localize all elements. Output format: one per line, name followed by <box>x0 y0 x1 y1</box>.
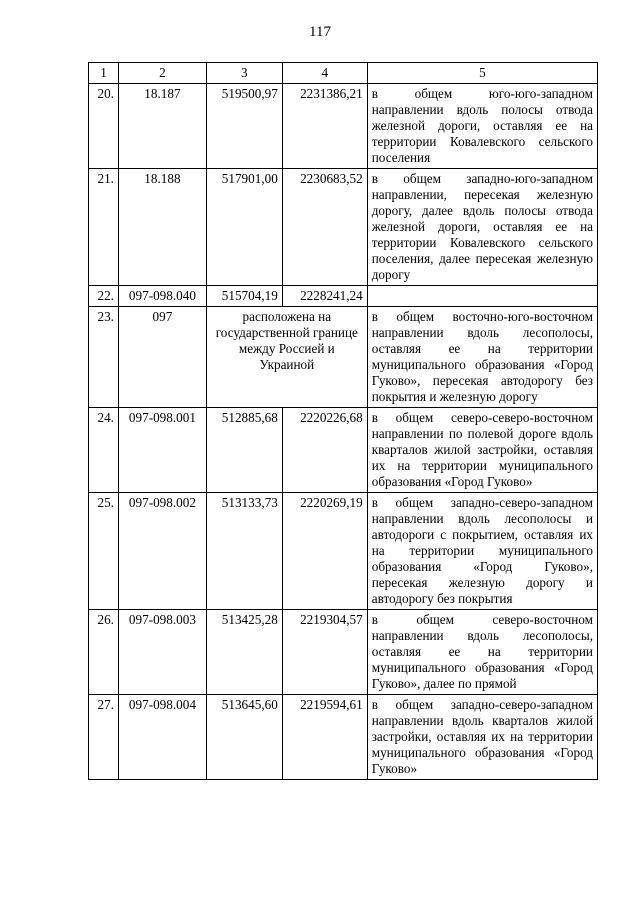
boundary-description: в общем восточно-юго-восточном направлении вдоль лесополосы, оставляя ее на территории муниципального образования «Город Гуково», пересекая автодорогу без покрытия и железную дорогу <box>367 307 597 408</box>
point-id: 097 <box>118 307 206 408</box>
boundary-description: в общем северо-северо-восточном направлении по полевой дороге вдоль кварталов жилой застройки, оставляя их на территории муниципального образования «Город Гуково» <box>367 408 597 493</box>
point-id: 18.188 <box>118 169 206 286</box>
boundary-description: в общем юго-юго-западном направлении вдоль полосы отвода железной дороги, оставляя ее на территории Ковалевского сельского поселения <box>367 84 597 169</box>
x-coordinate: 513133,73 <box>206 493 282 610</box>
row-number: 26. <box>89 610 119 695</box>
y-coordinate: 2219304,57 <box>282 610 367 695</box>
y-coordinate: 2228241,24 <box>282 286 367 307</box>
point-id: 097-098.003 <box>118 610 206 695</box>
x-coordinate: 515704,19 <box>206 286 282 307</box>
row-number: 25. <box>89 493 119 610</box>
table-row <box>89 84 598 169</box>
row-number: 20. <box>89 84 119 169</box>
page-number: 117 <box>309 24 331 40</box>
y-coordinate: 2220269,19 <box>282 493 367 610</box>
table-row <box>89 493 598 610</box>
column-header: 3 <box>206 63 282 84</box>
column-header: 4 <box>282 63 367 84</box>
x-coordinate: 512885,68 <box>206 408 282 493</box>
row-number: 22. <box>89 286 119 307</box>
y-coordinate: 2230683,52 <box>282 169 367 286</box>
y-coordinate: 2220226,68 <box>282 408 367 493</box>
x-coordinate: 513645,60 <box>206 695 282 780</box>
row-number: 23. <box>89 307 119 408</box>
x-coordinate: 519500,97 <box>206 84 282 169</box>
table-row <box>89 307 598 408</box>
point-id: 18.187 <box>118 84 206 169</box>
row-number: 27. <box>89 695 119 780</box>
boundary-description: в общем западно-юго-западном направлении, пересекая железную дорогу, далее вдоль полосы отвода железной дороги, оставляя ее на территории Ковалевского сельского поселения, далее пересекая железную дорогу <box>367 169 597 286</box>
table-header-row <box>89 63 598 84</box>
row-number: 24. <box>89 408 119 493</box>
table-row <box>89 695 598 780</box>
boundary-description: в общем северо-восточном направлении вдоль лесополосы, оставляя ее на территории муниципального образования «Город Гуково», далее по прямой <box>367 610 597 695</box>
y-coordinate: 2231386,21 <box>282 84 367 169</box>
boundary-description <box>367 286 597 307</box>
table-row <box>89 286 598 307</box>
point-id: 097-098.002 <box>118 493 206 610</box>
x-coordinate: 517901,00 <box>206 169 282 286</box>
boundary-description: в общем западно-северо-западном направлении вдоль кварталов жилой застройки, оставляя их на территории муниципального образования «Город Гуково» <box>367 695 597 780</box>
table-row <box>89 408 598 493</box>
row-number: 21. <box>89 169 119 286</box>
point-id: 097-098.004 <box>118 695 206 780</box>
point-id: 097-098.001 <box>118 408 206 493</box>
column-header: 1 <box>89 63 119 84</box>
boundary-description: в общем западно-северо-западном направлении вдоль лесополосы и автодороги с покрытием, оставляя их на территории муниципального образования «Город Гуково», пересекая железную дорогу и автодорогу без покрытия <box>367 493 597 610</box>
y-coordinate: 2219594,61 <box>282 695 367 780</box>
point-id: 097-098.040 <box>118 286 206 307</box>
location-note: расположена на государственной границе между Россией и Украиной <box>206 307 367 408</box>
column-header: 2 <box>118 63 206 84</box>
x-coordinate: 513425,28 <box>206 610 282 695</box>
table-row <box>89 610 598 695</box>
boundary-points-table <box>88 62 598 780</box>
table-row <box>89 169 598 286</box>
column-header: 5 <box>367 63 597 84</box>
